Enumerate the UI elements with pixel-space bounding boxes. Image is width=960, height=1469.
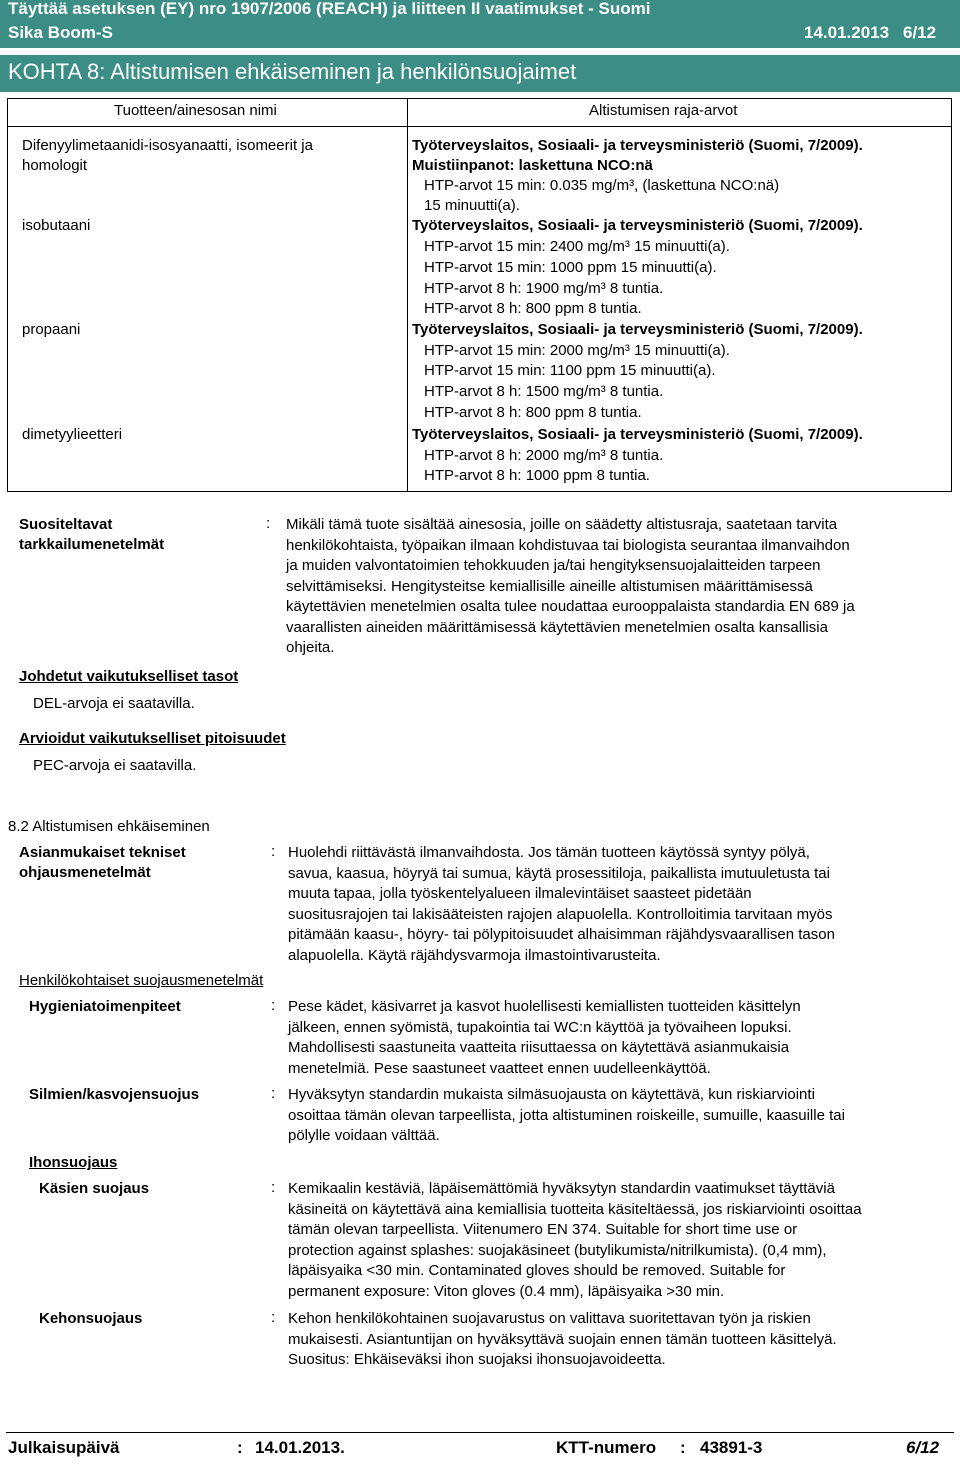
body-protection-text: Kehon henkilökohtainen suojavarustus on valittava suoritettavan työn ja riskien mukaisesti. Asiantuntijan on hyväksyttävä suojain ennen tämän tuotteen käsittelyä. Suositus: Ehkäiseväksi ihon suojaksi ihonsuojavoideetta. [288, 1310, 837, 1368]
limit-note: Muistiinpanot: laskettuna NCO:nä [412, 157, 653, 174]
dnel-title: Johdetut vaikutukselliset tasot [19, 668, 239, 685]
body-protection-label: Kehonsuojaus [39, 1310, 143, 1327]
hand-protection-label: Käsien suojaus [39, 1180, 150, 1197]
section-82-title: 8.2 Altistumisen ehkäiseminen [8, 818, 210, 835]
hygiene-text: Pese kädet, käsivarret ja kasvot huolellisesti kemiallisten tuotteiden käsittelyn jälkeen, ennen syömistä, tupakointia tai WC:n käyttöä ja työvaiheen lopuksi. Mahdollisesti saastuneita vaatteita riisuttaessa on käytettävä asianmukaisia menetelmiä. Pese saastuneet vaatteet ennen uudelleenkäyttöä. [288, 998, 801, 1077]
separator: : [266, 515, 271, 532]
limit-value: HTP-arvot 8 h: 1900 mg/m³ 8 tuntia. [424, 280, 664, 297]
dnel-text: DEL-arvoja ei saatavilla. [33, 695, 195, 712]
header-page: 6/12 [903, 23, 937, 42]
limit-source: Työterveyslaitos, Sosiaali- ja terveysministeriö (Suomi, 7/2009). [412, 321, 863, 338]
table-header-divider [7, 126, 951, 127]
substance-name-cont: homologit [22, 157, 88, 174]
eye-protection-text: Hyväksytyn standardin mukaista silmäsuojausta on käytettävä, kun riskiarviointi osoittaa tämän olevan tarpeellista, jotta altistuminen roiskeille, sumuille, kaasuille tai pölylle voidaan välttää. [288, 1086, 845, 1144]
separator: : [271, 997, 276, 1014]
pnec-text: PEC-arvoja ei saatavilla. [33, 757, 197, 774]
section-title: KOHTA 8: Altistumisen ehkäiseminen ja henkilönsuojaimet [8, 59, 577, 84]
limit-value: HTP-arvot 15 min: 2400 mg/m³ 15 minuutti(a). [424, 238, 730, 255]
footer-pub-date: 14.01.2013. [255, 1438, 345, 1457]
hygiene-label: Hygieniatoimenpiteet [29, 998, 181, 1015]
monitoring-label: Suositeltavat [19, 516, 113, 533]
engineering-label: Asianmukaiset tekniset [19, 844, 186, 861]
footer-page: 6/12 [906, 1438, 940, 1457]
limit-value: HTP-arvot 15 min: 1000 ppm 15 minuutti(a). [424, 259, 717, 276]
hand-protection-text: Kemikaalin kestäviä, läpäisemättömiä hyväksytyn standardin vaatimukset täyttäviä käsineitä on käytettävä aina kemiallisia tuotteita käsiteltäessä, jos riskiarviointi osoittaa tämän olevan tarpeellista. Viitenumero EN 374. Suitable for short time use or protection against splashes: suojakäsineet (butylikumista/nitrilkumista). (0,4 mm), läpäisyaika <30 min. Contaminated gloves should be removed. Suitable for permanent exposure: Viton gloves (0.4 mm), läpäisyaika >30 min. [288, 1180, 862, 1300]
substance-name: Difenyylimetaanidi-isosyanaatti, isomeerit ja [22, 137, 313, 154]
eye-protection-label: Silmien/kasvojensuojus [29, 1086, 200, 1103]
substance-name: isobutaani [22, 217, 91, 234]
table-col-header-limits: Altistumisen raja-arvot [589, 102, 738, 119]
footer-ktt-label: KTT-numero [556, 1438, 657, 1457]
table-col-header-name: Tuotteen/ainesosan nimi [114, 102, 277, 119]
separator: : [271, 1309, 276, 1326]
limit-value: HTP-arvot 8 h: 2000 mg/m³ 8 tuntia. [424, 447, 664, 464]
footer-rule [6, 1432, 954, 1433]
limit-value: HTP-arvot 8 h: 1500 mg/m³ 8 tuntia. [424, 383, 664, 400]
substance-name: propaani [22, 321, 81, 338]
limit-value: HTP-arvot 8 h: 1000 ppm 8 tuntia. [424, 467, 650, 484]
engineering-label-cont: ohjausmenetelmät [19, 864, 151, 881]
ppe-title: Henkilökohtaiset suojausmenetelmät [19, 972, 264, 989]
separator: : [237, 1438, 243, 1457]
product-name: Sika Boom-S [8, 23, 113, 42]
footer-ktt-number: 43891-3 [700, 1438, 763, 1457]
regulation-title: Täyttää asetuksen (EY) nro 1907/2006 (REACH) ja liitteen II vaatimukset - Suomi [8, 0, 651, 18]
table-divider [407, 98, 408, 491]
substance-name: dimetyylieetteri [22, 426, 123, 443]
skin-protection-title: Ihonsuojaus [29, 1154, 118, 1171]
limit-source: Työterveyslaitos, Sosiaali- ja terveysministeriö (Suomi, 7/2009). [412, 137, 863, 154]
engineering-text: Huolehdi riittävästä ilmanvaihdosta. Jos tämän tuotteen käytössä syntyy pölyä, savua, kaasua, höyryä tai sumua, käytä prosessitiloja, paikallista imutuuletusta tai muuta tapaa, jolla työskentelyalueen ilmalevintäiset saasteet pidetään suositusrajojen tai lakisääteisten rajojen alapuolella. Kontrolloitimia tarvitaan myös pitämään kaasu-, höyry- tai pölypitoisuudet alhaisimman räjähdysvaarallisen tason alapuolella. Käytä räjähdysvarmoja ilmastointivarusteita. [288, 844, 835, 964]
limit-value: HTP-arvot 15 min: 1100 ppm 15 minuutti(a). [424, 362, 716, 379]
monitoring-text: Mikäli tämä tuote sisältää ainesosia, joille on säädetty altistusraja, saatetaan tarvita henkilökohtaista, työpaikan ilmaan kohdistuvaa tai biologista seurantaa ilmanvaihdon ja muiden valvontatoimien tehokkuuden ja/tai hengityksensuojalaitteiden tarpeen selvittämiseksi. Hengitysteitse kemiallisille aineille altistumisen määrittämisessä käytettävien menetelmien osalta tulee noudattaa eurooppalaista standardia EN 689 ja vaarallisten aineiden määrittämisessä käytettävien menetelmien osalta kansallisia ohjeita. [286, 516, 855, 656]
footer-pub-label: Julkaisupäivä [8, 1438, 120, 1457]
limit-value: HTP-arvot 15 min: 0.035 mg/m³, (laskettuna NCO:nä) [424, 177, 780, 194]
separator: : [271, 843, 276, 860]
limit-source: Työterveyslaitos, Sosiaali- ja terveysministeriö (Suomi, 7/2009). [412, 217, 863, 234]
limit-source: Työterveyslaitos, Sosiaali- ja terveysministeriö (Suomi, 7/2009). [412, 426, 863, 443]
limit-value: HTP-arvot 15 min: 2000 mg/m³ 15 minuutti(a). [424, 342, 730, 359]
limit-value: HTP-arvot 8 h: 800 ppm 8 tuntia. [424, 404, 642, 421]
limit-value: HTP-arvot 8 h: 800 ppm 8 tuntia. [424, 300, 642, 317]
separator: : [271, 1179, 276, 1196]
pnec-title: Arvioidut vaikutukselliset pitoisuudet [19, 730, 286, 747]
monitoring-label-cont: tarkkailumenetelmät [19, 536, 165, 553]
limit-value: 15 minuutti(a). [424, 197, 520, 214]
header-date: 14.01.2013 [804, 23, 890, 42]
separator: : [680, 1438, 686, 1457]
separator: : [271, 1085, 276, 1102]
